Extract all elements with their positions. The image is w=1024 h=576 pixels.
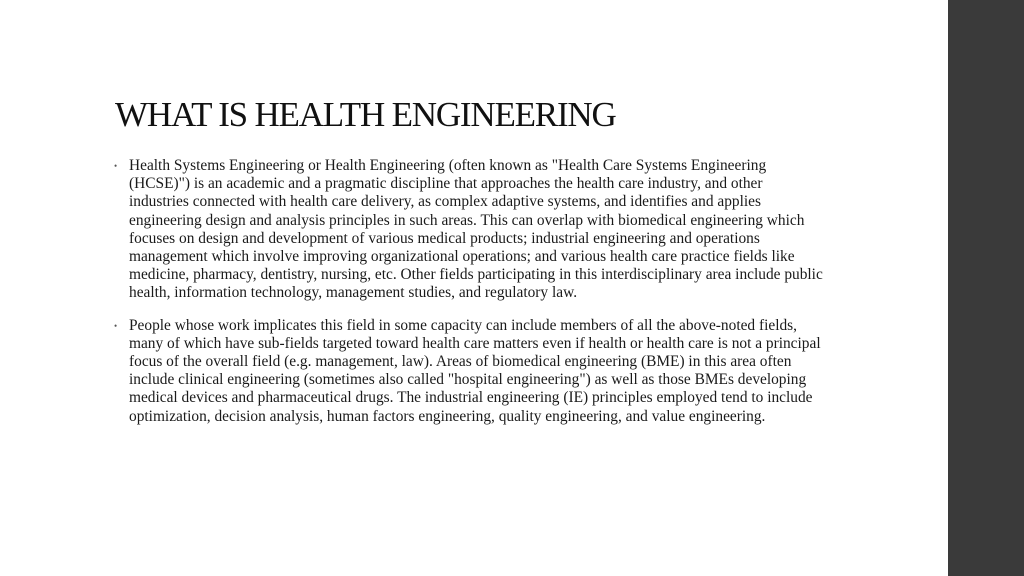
- bullet-marker: •: [114, 161, 118, 171]
- bullet-item-2: [112, 317, 824, 426]
- bullet-text: People whose work implicates this field in some capacity can include members of all the above-noted fields, many of which have sub-fields targeted toward health care matters even if health or health care is not a principal focus of the overall field (e.g. management, law). Areas of biomedical engineering (BME) in this area often include clinical engineering (sometimes also called "hospital engineering") as well as those BMEs developing medical devices and pharmaceutical drugs. The industrial engineering (IE) principles employed tend to include optimization, decision analysis, human factors engineering, quality engineering, and value engineering.: [129, 316, 821, 425]
- slide-title: WHAT IS HEALTH ENGINEERING: [115, 95, 616, 134]
- bullet-list: [112, 157, 824, 440]
- bullet-text: Health Systems Engineering or Health Engineering (often known as "Health Care Systems Engineering (HCSE)") is an academic and a pragmatic discipline that approaches the health care industry, and other industries connected with health care delivery, as complex adaptive systems, and identifies and applies engineering design and analysis principles in such areas. This can overlap with biomedical engineering which focuses on design and development of various medical products; industrial engineering and operations management which involve improving organizational operations; and various health care practice fields like medicine, pharmacy, dentistry, nursing, etc. Other fields participating in this interdisciplinary area include public health, information technology, management studies, and regulatory law.: [129, 157, 823, 302]
- right-sidebar-bar: [948, 0, 1024, 576]
- bullet-item-1: [112, 157, 824, 303]
- bullet-marker: •: [114, 320, 118, 331]
